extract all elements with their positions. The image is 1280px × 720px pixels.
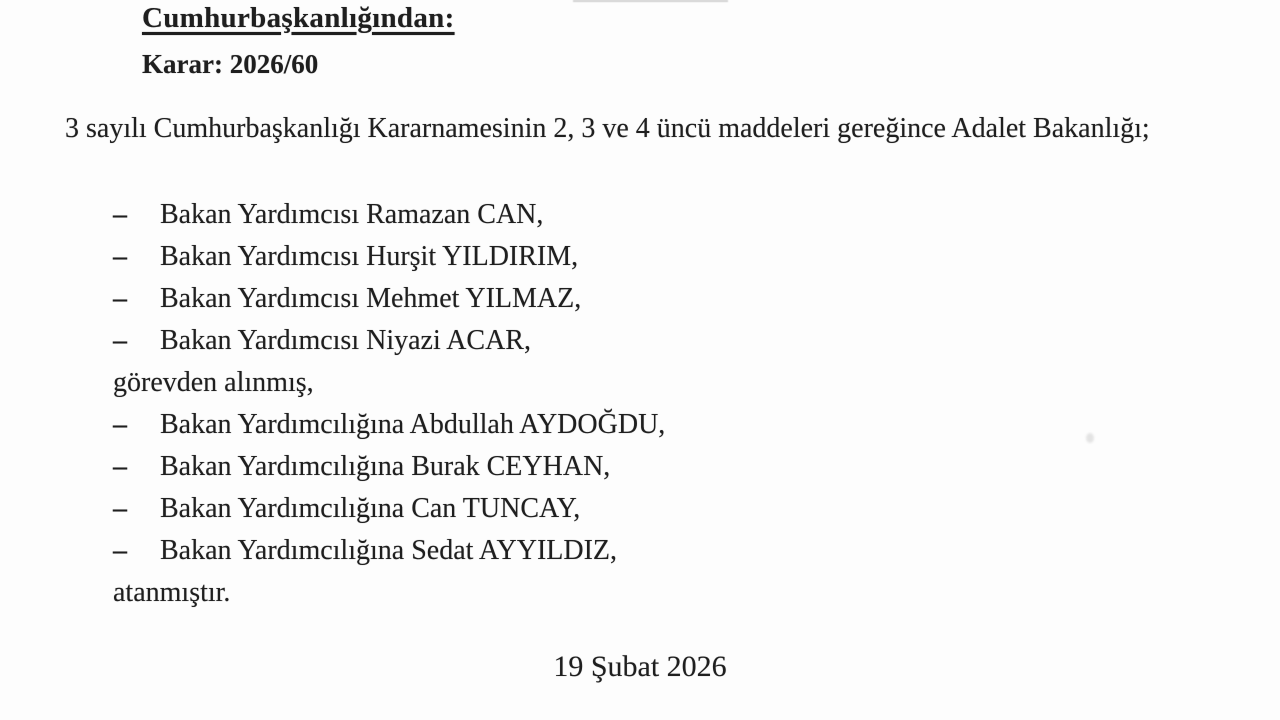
- list-item-text: Bakan Yardımcılığına Burak CEYHAN,: [160, 451, 611, 482]
- list-item-text: Bakan Yardımcısı Niyazi ACAR,: [160, 325, 531, 356]
- list-item-text: Bakan Yardımcılığına Sedat AYYILDIZ,: [160, 535, 618, 566]
- list-item-text: Bakan Yardımcılığına Can TUNCAY,: [160, 493, 581, 524]
- list-item-dismissed: [113, 278, 1013, 320]
- dash-marker: –: [113, 409, 127, 440]
- document-heading: Cumhurbaşkanlığından:: [142, 2, 455, 34]
- list-item-text: Bakan Yardımcısı Ramazan CAN,: [160, 199, 544, 230]
- decree-list: [113, 194, 1013, 614]
- list-item-text: Bakan Yardımcılığına Abdullah AYDOĞDU,: [160, 409, 666, 440]
- intro-paragraph: 3 sayılı Cumhurbaşkanlığı Kararnamesinin 2, 3 ve 4 üncü maddeleri gereğince Adalet Bakanlığı;: [65, 113, 1150, 144]
- document-date: 19 Şubat 2026: [553, 650, 727, 683]
- list-item-appointed: [113, 446, 1013, 488]
- decision-number: Karar: 2026/60: [142, 49, 319, 79]
- dismissed-closing-note: görevden alınmış,: [113, 367, 314, 398]
- list-item-text: Bakan Yardımcısı Mehmet YILMAZ,: [160, 283, 582, 314]
- list-item-text: Bakan Yardımcısı Hurşit YILDIRIM,: [160, 241, 579, 272]
- dash-marker: –: [113, 325, 127, 356]
- dash-marker: –: [113, 451, 127, 482]
- list-item-dismissed: [113, 236, 1013, 278]
- dash-marker: –: [113, 241, 127, 272]
- list-item-dismissed: [113, 320, 1013, 362]
- list-item-appointed: [113, 404, 1013, 446]
- list-item-appointed: [113, 488, 1013, 530]
- appointed-closing-note: atanmıştır.: [113, 577, 231, 608]
- dash-marker: –: [113, 493, 127, 524]
- list-item-dismissed: [113, 194, 1013, 236]
- dash-marker: –: [113, 283, 127, 314]
- dash-marker: –: [113, 535, 127, 566]
- dash-marker: –: [113, 199, 127, 230]
- list-item-appointed: [113, 530, 1013, 572]
